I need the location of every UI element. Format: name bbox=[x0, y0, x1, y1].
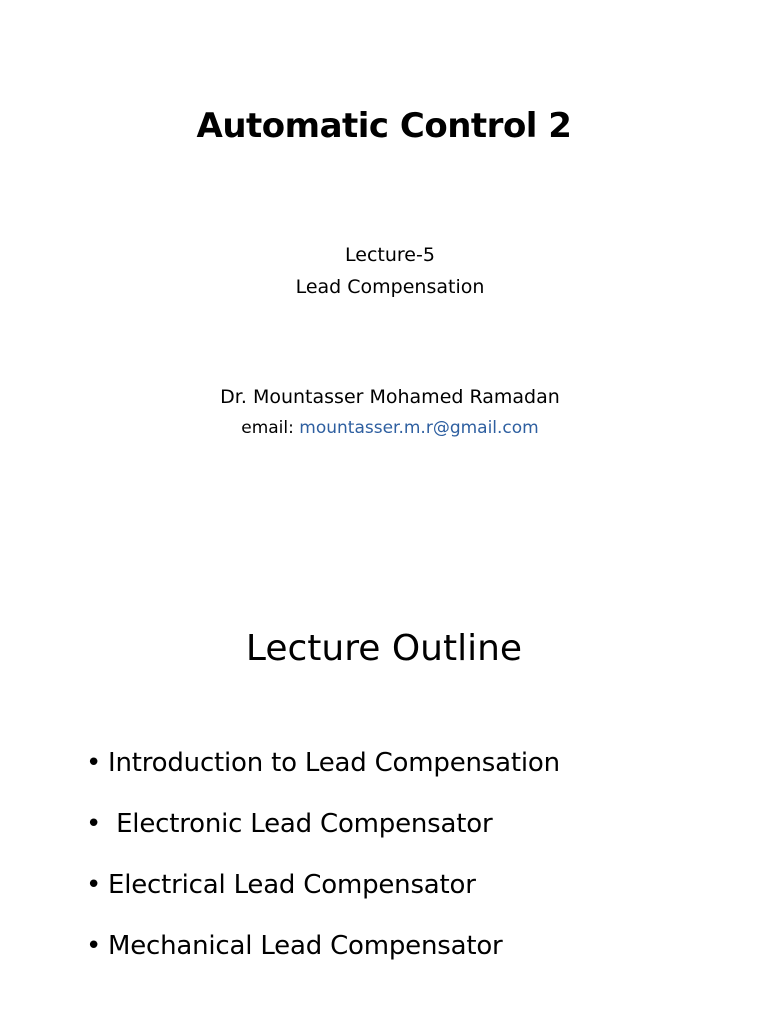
outline-item-text: Mechanical Lead Compensator bbox=[108, 931, 503, 961]
outline-item-text: Electronic Lead Compensator bbox=[108, 809, 493, 839]
lecture-number: Lecture-5 bbox=[345, 244, 435, 266]
outline-item bbox=[86, 870, 560, 931]
outline-item bbox=[86, 931, 560, 992]
bullet-icon: • bbox=[86, 748, 102, 778]
course-title: Automatic Control 2 bbox=[196, 106, 572, 146]
author-name: Dr. Mountasser Mohamed Ramadan bbox=[220, 386, 560, 408]
outline-item-text: Electrical Lead Compensator bbox=[108, 870, 476, 900]
email-link[interactable]: mountasser.m.r@gmail.com bbox=[299, 418, 539, 438]
outline-item bbox=[86, 748, 560, 809]
email-label: email: bbox=[241, 418, 300, 438]
outline-slide bbox=[0, 576, 768, 1024]
outline-item bbox=[86, 809, 560, 870]
bullet-icon: • bbox=[86, 809, 102, 839]
bullet-icon: • bbox=[86, 931, 102, 961]
outline-list bbox=[86, 748, 560, 992]
bullet-icon: • bbox=[86, 870, 102, 900]
lecture-topic: Lead Compensation bbox=[295, 276, 485, 298]
outline-title: Lecture Outline bbox=[245, 628, 523, 669]
email-line bbox=[0, 415, 768, 441]
outline-item-text: Introduction to Lead Compensation bbox=[108, 748, 560, 778]
